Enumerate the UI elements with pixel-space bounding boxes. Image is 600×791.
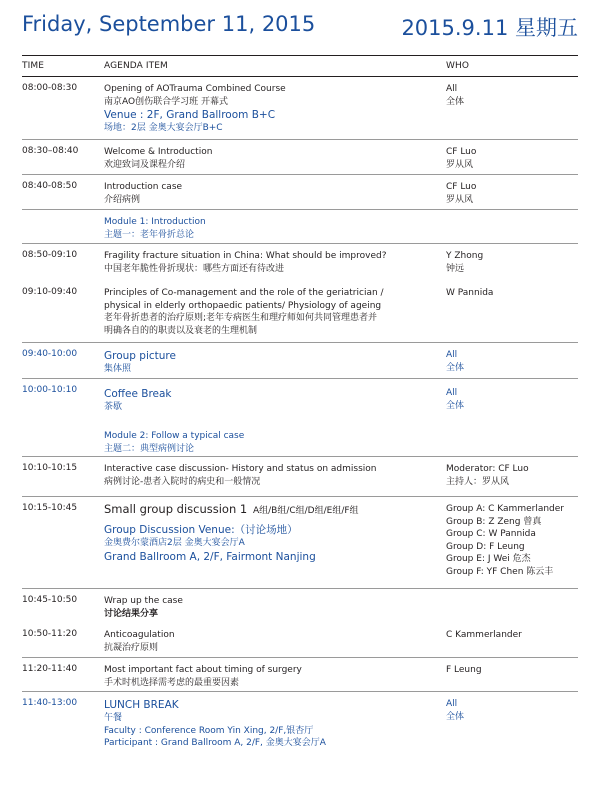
who-en: Moderator: CF Luo [446,464,529,474]
item-title: LUNCH BREAK [104,699,179,711]
header-divider [22,55,578,56]
row-time: 10:00-10:10 [22,385,78,395]
row-time: 08:00-08:30 [22,83,78,93]
item-title-cn: 欢迎致词及课程介绍 [104,159,186,170]
item-title: Introduction case [104,182,183,192]
module-title-cn: 主题一：老年骨折总论 [104,229,195,240]
item-title-cn: 茶歇 [104,402,123,412]
module-2-header [22,424,578,457]
row-item [104,250,444,275]
agenda-row-fragility-fracture [22,244,578,280]
item-title-cn: 中国老年脆性骨折现状：哪些方面还有待改进 [104,263,285,274]
item-title-line-2: physical in elderly orthopaedic patients/ Physiology of ageing [104,300,382,311]
item-title-cn-line-2: 明确各自的的职责以及衰老的生理机制 [104,325,258,336]
row-time: 10:50-11:20 [22,629,78,639]
who-group-d: Group D: F Leung [446,541,525,552]
agenda-row-interactive-case [22,457,578,497]
item-title-line-1: Principles of Co-management and the role of the geriatrician / [104,288,384,298]
who-group-e: Group E: J Wei 危杰 [446,554,531,565]
row-item [104,387,444,414]
who-cn: 主持人：罗从风 [446,476,510,487]
item-title: Interactive case discussion- History and status on admission [104,464,377,474]
who-en: CF Luo [446,147,477,157]
row-time: 08:30–08:40 [22,146,79,156]
who-en: F Leung [446,665,482,675]
who-en: All [446,350,458,360]
item-participant-venue: Participant : Grand Ballroom A, 2/F, 金奥大宴会厅A [104,738,326,749]
who-cn: 罗从风 [446,194,474,205]
agenda-row-opening [22,77,578,140]
agenda-row-timing-of-surgery [22,658,578,692]
item-title-cn: 南京AO创伤联合学习班 开幕式 [104,96,228,107]
who-en: All [446,699,458,709]
agenda-row-group-picture [22,343,578,379]
row-who [446,146,586,171]
item-venue-label: Group Discussion Venue:（讨论场地） [104,524,298,536]
page-header [22,12,578,42]
module-title-cn: 主题二：典型病例讨论 [104,443,195,454]
item-groups: A组/B组/C组/D组/E组/F组 [252,506,359,516]
item-title-cn: 病例讨论-患者入院时的病史和一般情况 [104,476,261,487]
module-title [104,216,444,241]
item-title: Most important fact about timing of surgery [104,665,302,675]
who-cn: 钟远 [446,263,465,274]
who-en: Y Zhong [446,251,484,261]
item-title: Small group discussion 1 [104,502,248,516]
agenda-row-co-management [22,281,578,343]
who-cn: 全体 [446,362,465,373]
agenda-row-lunch-break [22,692,578,752]
row-item [104,349,444,376]
agenda-row-coffee-break [22,379,578,424]
row-time: 08:40-08:50 [22,181,78,191]
row-who [446,698,586,723]
row-time: 09:40-10:00 [22,349,78,359]
item-venue-cn: 金奥费尔蒙酒店2层 金奥大宴会厅A [104,538,245,548]
item-venue: Venue : 2F, Grand Ballroom B+C [104,109,276,122]
row-item [104,181,444,206]
row-item [104,146,444,171]
date-english: Friday, September 11, 2015 [22,12,316,36]
item-title-cn: 介绍病例 [104,194,141,205]
date-chinese: 2015.9.11 星期五 [401,16,578,40]
row-item [104,629,444,654]
row-who [446,83,586,108]
column-header-who: WHO [446,61,470,71]
item-title: Welcome & Introduction [104,147,213,157]
item-title-cn: 抗凝治疗原则 [104,642,159,653]
item-title: Wrap up the case [104,596,183,606]
item-title-cn: 讨论结果分享 [104,608,159,619]
agenda-row-welcome [22,140,578,175]
who-en: W Pannida [446,288,494,298]
who-group-f: Group F: YF Chen 陈云丰 [446,566,554,577]
row-time: 11:40-13:00 [22,698,78,708]
item-title: Coffee Break [104,388,172,400]
row-who [446,349,586,374]
row-who [446,629,586,642]
row-time: 10:15-10:45 [22,503,78,513]
module-title-en: Module 2: Follow a typical case [104,431,245,441]
row-who [446,250,586,275]
who-en: C Kammerlander [446,630,522,640]
row-who [446,181,586,206]
agenda-row-small-group-discussion [22,497,578,589]
row-who [446,664,586,677]
item-title-cn-line-1: 老年骨折患者的治疗原则;老年专病医生和理疗师如何共同管理患者并 [104,313,378,324]
row-time: 11:20-11:40 [22,664,78,674]
row-who [446,387,586,412]
item-venue-cn: 场地：2层 金奥大宴会厅B+C [104,123,223,134]
row-item [104,287,444,337]
module-1-header [22,210,578,244]
agenda-row-introduction-case [22,175,578,210]
row-time: 10:10-10:15 [22,463,78,473]
module-title-en: Module 1: Introduction [104,217,206,227]
item-title: Anticoagulation [104,630,175,640]
who-cn: 全体 [446,96,465,107]
row-item [104,698,444,750]
who-en: All [446,388,458,398]
item-title-cn: 手术时机选择需考虑的最重要因素 [104,677,240,688]
who-cn: 全体 [446,400,465,411]
row-item [104,503,444,564]
column-header-agenda-item: AGENDA ITEM [104,61,168,71]
who-group-a: Group A: C Kammerlander [446,504,564,514]
who-group-b: Group B: Z Zeng 曾真 [446,516,542,527]
item-title: Opening of AOTrauma Combined Course [104,84,286,94]
item-title-cn: 集体照 [104,364,132,374]
row-item [104,595,444,620]
who-cn: 全体 [446,711,465,722]
who-group-c: Group C: W Pannida [446,529,536,540]
row-item [104,463,444,488]
item-title: Group picture [104,350,176,362]
row-item [104,83,444,135]
who-en: All [446,84,458,94]
column-header-time: TIME [22,61,45,71]
row-who [446,503,586,579]
agenda-row-wrap-up [22,589,578,622]
row-time: 10:45-10:50 [22,595,78,605]
row-time: 08:50-09:10 [22,250,78,260]
row-time: 09:10-09:40 [22,287,78,297]
item-title-cn: 午餐 [104,713,123,723]
who-cn: 罗从风 [446,159,474,170]
who-en: CF Luo [446,182,477,192]
row-item [104,664,444,689]
item-venue-en: Grand Ballroom A, 2/F, Fairmont Nanjing [104,550,316,563]
row-who [446,287,586,300]
module-title [104,430,444,455]
agenda-row-anticoagulation [22,623,578,658]
item-faculty-venue: Faculty : Conference Room Yin Xing, 2/F,银杏厅 [104,725,314,736]
item-title: Fragility fracture situation in China: What should be improved? [104,251,387,261]
item-title-line [104,503,444,519]
row-who [446,463,586,488]
